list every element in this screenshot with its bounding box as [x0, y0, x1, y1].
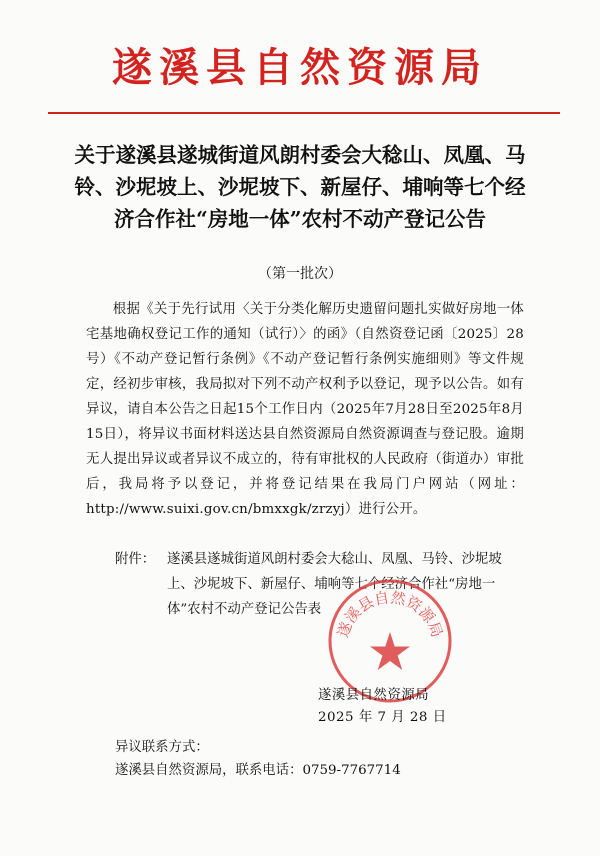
attachment-text: 遂溪县遂城街道风朗村委会大稔山、凤凰、马铃、沙坭坡上、沙坭坡下、新屋仔、埔响等七个经济合作社“房地一体”农村不动产登记公告表: [167, 552, 502, 617]
notice-body: 根据《关于先行试用〈关于分类化解历史遗留问题扎实做好房地一体宅基地确权登记工作的通知（试行）〉的函》（自然资登记函〔2025〕28号）《不动产登记暂行条例》《不动产登记暂行条例实施细则》等文件规定，经初步审核，我局拟对下列不动产权利予以登记，现予以公告。如有异议，请自本公告之日起15个工作日内（2025年7月28日至2025年8月15日），将异议书面材料送达县自然资源局自然资源调查与登记股。逾期无人提出异议或者异议不成立的，待有审批权的人民政府（街道办）审批后，我局将予以登记，并将登记结果在我局门户网站（网址：http://www.suixi.gov.cn/bmxxgk/zrzyj）进行公开。: [86, 302, 524, 517]
notice-title: 关于遂溪县遂城街道风朗村委会大稔山、凤凰、马铃、沙坭坡上、沙坭坡下、新屋仔、埔响等七个经济合作社“房地一体”农村不动产登记公告: [74, 143, 526, 231]
signature-org: 遂溪县自然资源局: [318, 688, 430, 703]
contact-line: 遂溪县自然资源局，联系电话：0759-7767714: [115, 763, 401, 778]
signature-date: 2025 年 7 月 28 日: [318, 710, 447, 725]
header-divider: [48, 112, 560, 114]
org-header-title: 遂溪县自然资源局: [112, 44, 488, 91]
contact-title: 异议联系方式：: [115, 740, 209, 755]
seal-star-icon: [370, 632, 410, 670]
attachment-label: 附件：: [115, 552, 156, 567]
attachment-block: [115, 547, 525, 622]
seal-text: 遂溪县自然资源局: [333, 588, 447, 640]
batch-label: （第一批次）: [258, 266, 342, 282]
